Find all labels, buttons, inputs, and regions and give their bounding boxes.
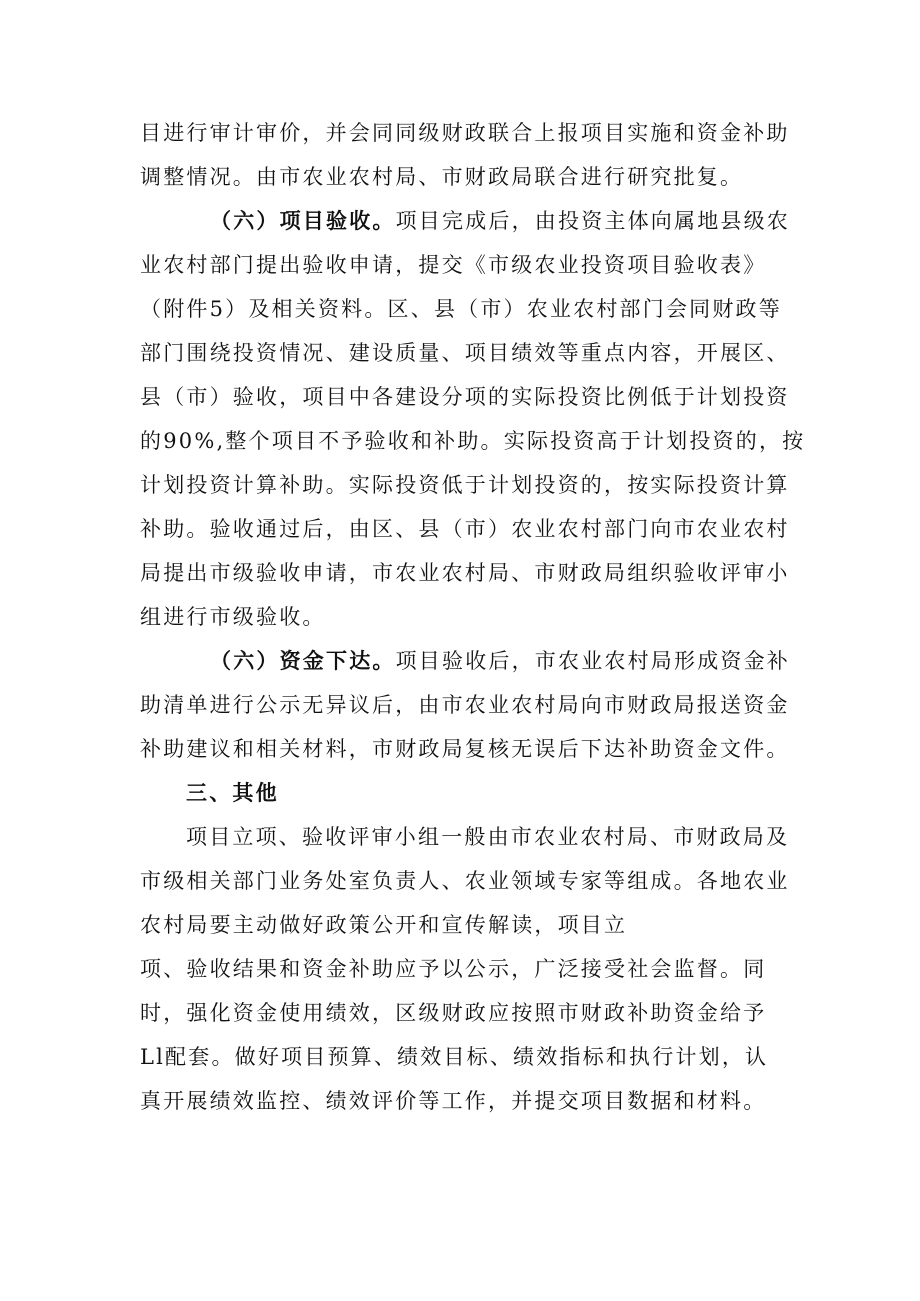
section-three-heading: 三、其他 bbox=[186, 780, 279, 805]
text-line: 部门围绕投资情况、建设质量、项目绩效等重点内容，开展区、 bbox=[140, 341, 790, 365]
para-six-text: 项目完成后，由投资主体向属地县级农 bbox=[395, 209, 791, 233]
text-line: 局提出市级验收申请，市农业农村局、市财政局组织验收评审小 bbox=[140, 561, 790, 585]
text-line: 真开展绩效监控、绩效评价等工作，并提交项目数据和材料。 bbox=[140, 1089, 767, 1113]
text-line: 补助建议和相关材料，市财政局复核无误后下达补助资金文件。 bbox=[140, 737, 790, 761]
text-line: Ll配套。做好项目预算、绩效目标、绩效指标和执行计划，认 bbox=[140, 1045, 769, 1069]
text-line: 计划投资计算补助。实际投资低于计划投资的，按实际投资计算 bbox=[140, 473, 790, 497]
paragraph-six-start bbox=[210, 206, 790, 236]
text-line: 市级相关部门业务处室负责人、农业领域专家等组成。各地农业 bbox=[140, 869, 790, 893]
text-line: 补助。验收通过后，由区、县（市）农业农村部门向市农业农村 bbox=[140, 517, 790, 541]
text-line: （附件5）及相关资料。区、县（市）农业农村部门会同财政等 bbox=[140, 297, 782, 321]
text-line: 时，强化资金使用绩效，区级财政应按照市财政补助资金给予 bbox=[140, 1001, 767, 1025]
text-line: 组进行市级验收。 bbox=[140, 605, 326, 629]
para-six-heading: （六）项目验收。 bbox=[210, 208, 396, 233]
para-seven-heading: （六）资金下达。 bbox=[210, 648, 396, 673]
text-line: 的90%,整个项目不予验收和补助。实际投资高于计划投资的，按 bbox=[140, 429, 806, 453]
text-line: 调整情况。由市农业农村局、市财政局联合进行研究批复。 bbox=[140, 165, 744, 189]
text-line: 项、验收结果和资金补助应予以公示，广泛接受社会监督。同 bbox=[140, 957, 767, 981]
paragraph-seven-start bbox=[210, 646, 790, 676]
text-line: 业农村部门提出验收申请，提交《市级农业投资项目验收表》 bbox=[140, 253, 767, 277]
text-line: 目进行审计审价，并会同同级财政联合上报项目实施和资金补助 bbox=[140, 121, 790, 145]
text-line: 助清单进行公示无异议后，由市农业农村局向市财政局报送资金 bbox=[140, 693, 790, 717]
text-line: 项目立项、验收评审小组一般由市农业农村局、市财政局及 bbox=[186, 825, 790, 849]
text-line: 农村局要主动做好政策公开和宣传解读，项目立 bbox=[140, 913, 628, 937]
para-seven-text: 项目验收后，市农业农村局形成资金补 bbox=[395, 649, 791, 673]
text-line: 县（市）验收，项目中各建设分项的实际投资比例低于计划投资 bbox=[140, 385, 790, 409]
